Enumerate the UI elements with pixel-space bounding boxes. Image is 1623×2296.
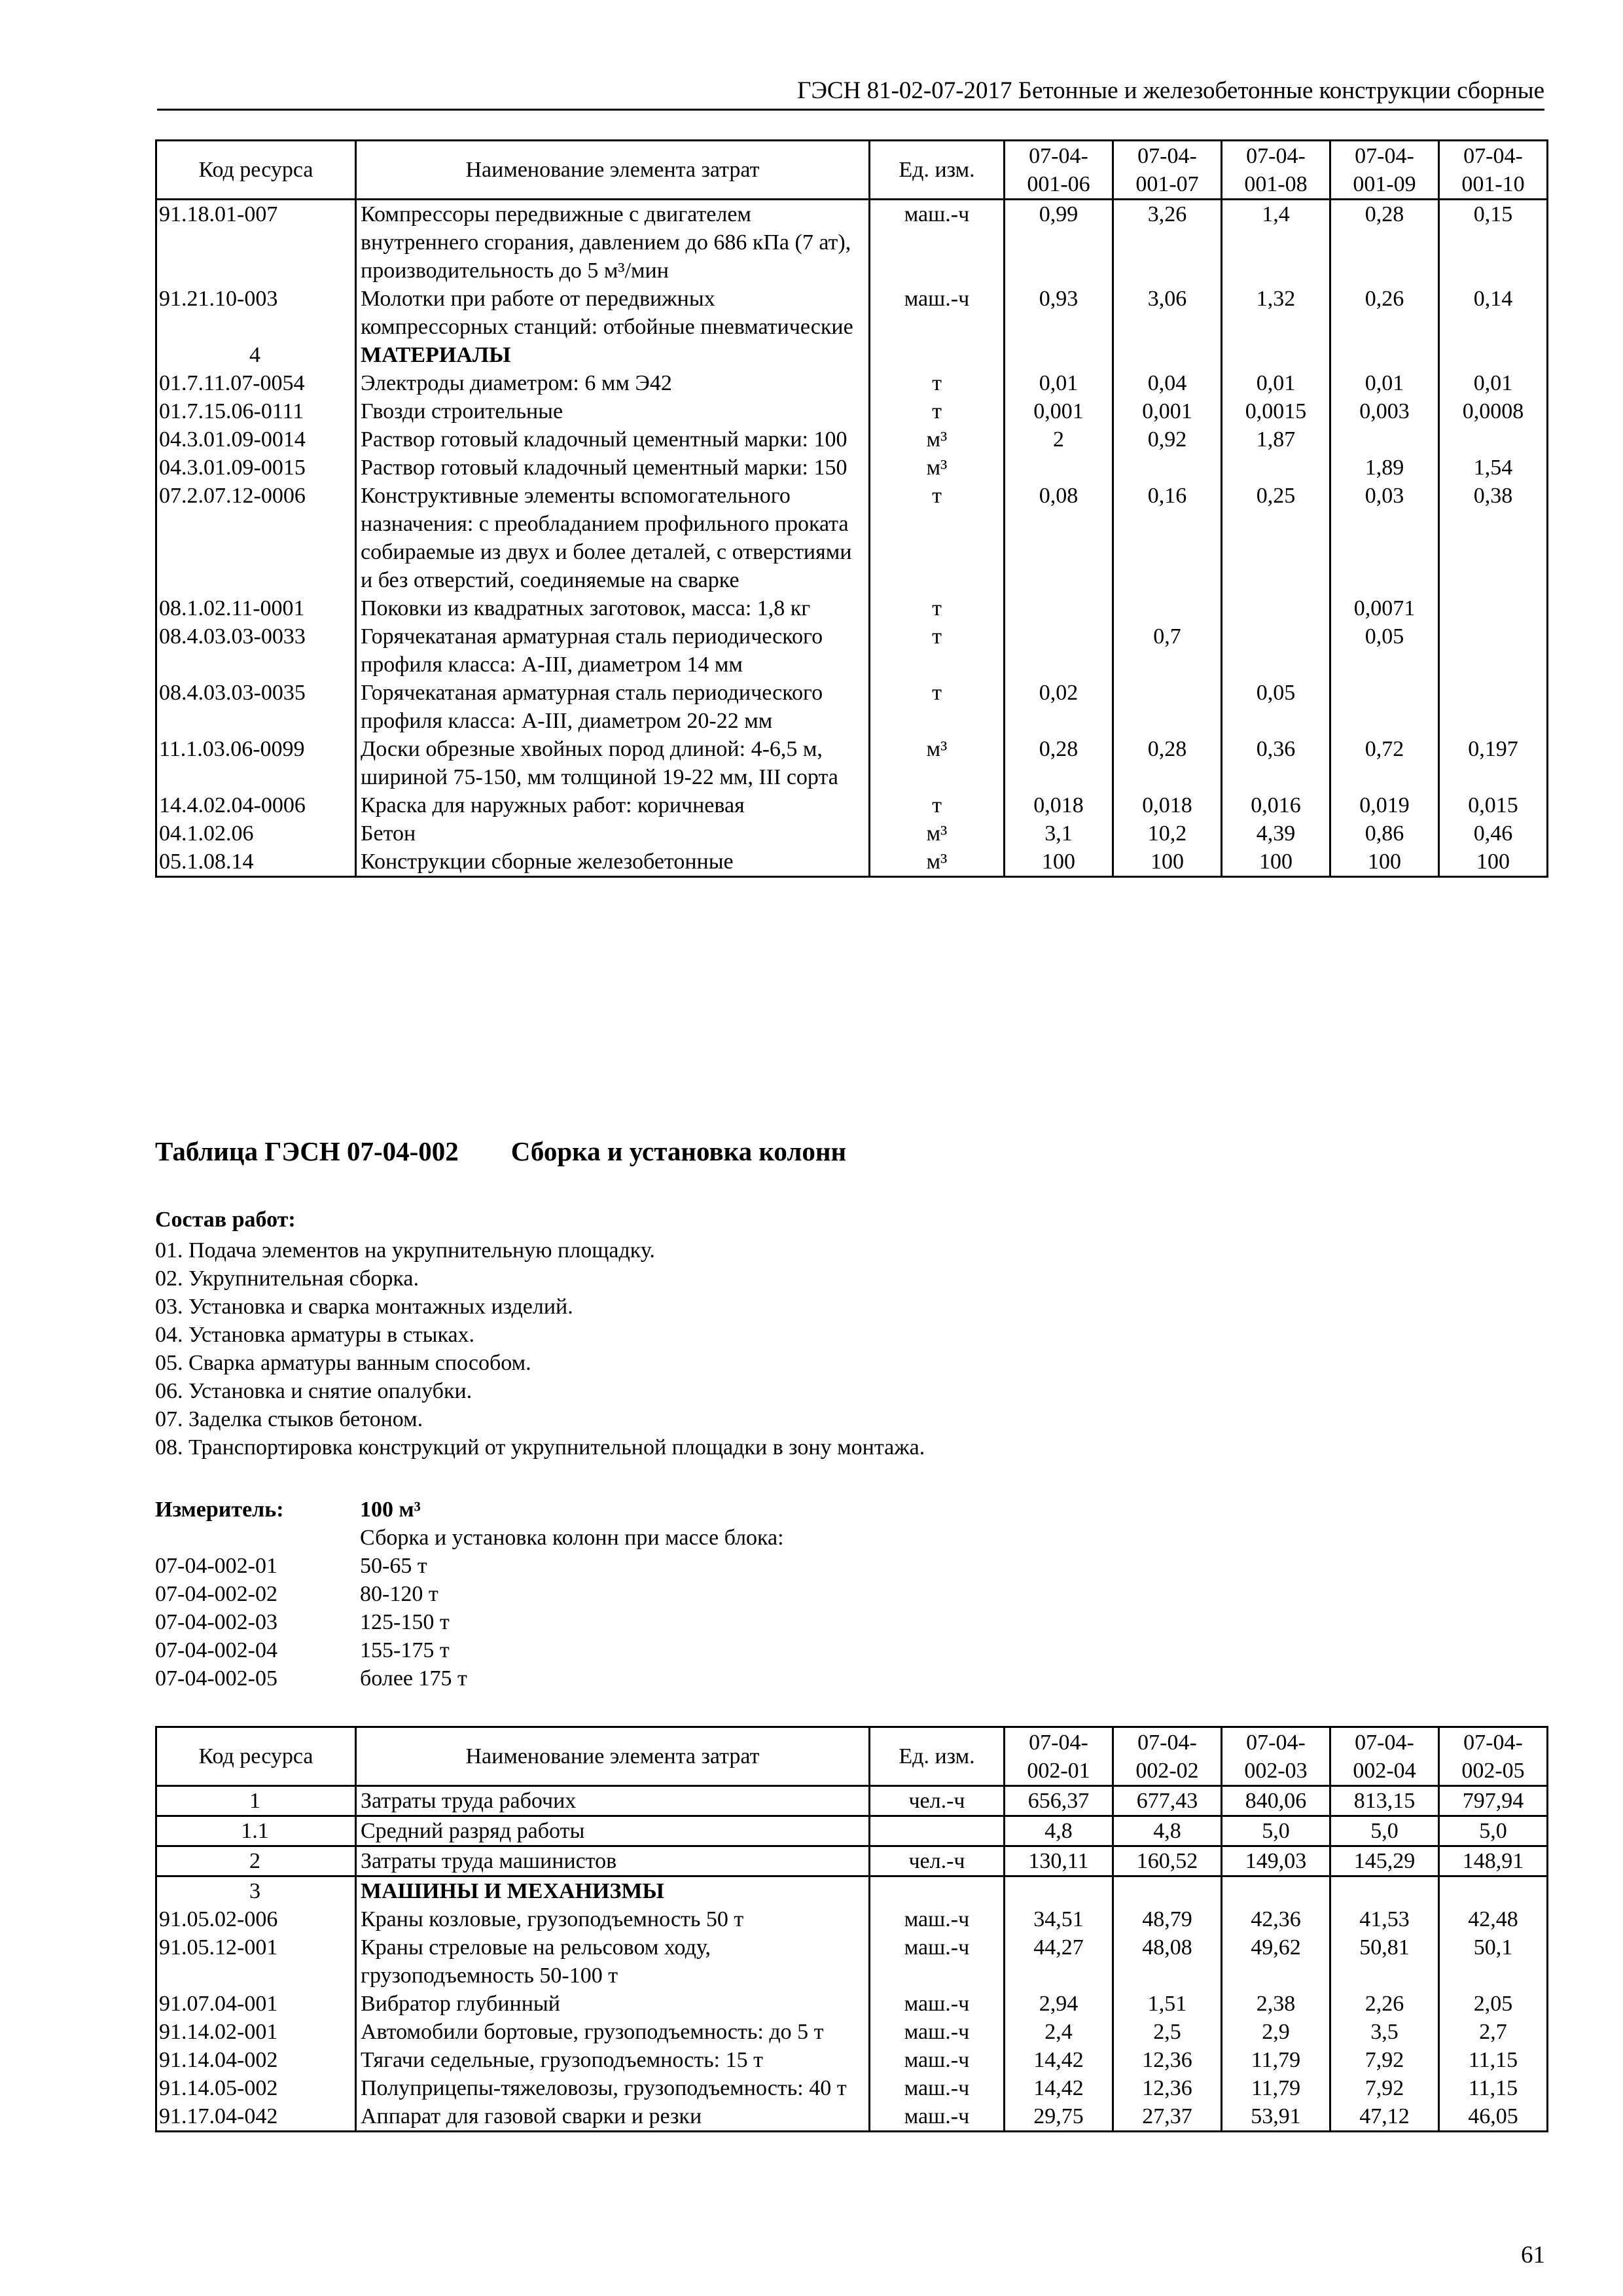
row-value: 1,54: [1439, 454, 1548, 482]
measure-item-desc: более 175 т: [360, 1666, 467, 1691]
table-row: [156, 848, 1548, 877]
row-name: Электроды диаметром: 6 мм Э42: [356, 369, 870, 397]
row-value: [1439, 425, 1548, 454]
row-value: 29,75: [1005, 2102, 1113, 2132]
row-value: 2,05: [1439, 1990, 1548, 2018]
row-value: 0,14: [1439, 285, 1548, 341]
header-col: 07-04-001-08: [1222, 141, 1330, 200]
row-value: 2,26: [1330, 1990, 1439, 2018]
row-value: 149,03: [1222, 1846, 1330, 1876]
row-code: 08.4.03.03-0035: [156, 679, 356, 735]
row-unit: маш.-ч: [870, 1905, 1005, 1933]
measure-item-desc: 50-65 т: [360, 1554, 427, 1578]
row-value: 813,15: [1330, 1786, 1439, 1816]
row-value: [1005, 622, 1113, 679]
row-value: 0,26: [1330, 285, 1439, 341]
row-value: 0,28: [1005, 735, 1113, 791]
row-value: 14,42: [1005, 2046, 1113, 2074]
row-value: 0,015: [1439, 791, 1548, 819]
row-value: 2,7: [1439, 2018, 1548, 2046]
row-code: 04.1.02.06: [156, 819, 356, 848]
row-value: 0,7: [1113, 622, 1222, 679]
table-row: [156, 1990, 1548, 2018]
measure-item: [155, 1552, 784, 1580]
row-value: 5,0: [1439, 1816, 1548, 1846]
row-code: 91.07.04-001: [156, 1990, 356, 2018]
row-value: [1005, 341, 1113, 369]
row-unit: т: [870, 791, 1005, 819]
row-value: 0,019: [1330, 791, 1439, 819]
row-value: 3,06: [1113, 285, 1222, 341]
works-item: 02. Укрупнительная сборка.: [155, 1266, 419, 1291]
row-value: 130,11: [1005, 1846, 1113, 1876]
measure-item: [155, 1664, 784, 1693]
table-row: [156, 1933, 1548, 1990]
row-value: 0,01: [1222, 369, 1330, 397]
row-code: 91.21.10-003: [156, 285, 356, 341]
works-item: 06. Установка и снятие опалубки.: [155, 1379, 473, 1403]
row-unit: маш.-ч: [870, 2046, 1005, 2074]
row-value: 0,02: [1005, 679, 1113, 735]
row-value: 12,36: [1113, 2046, 1222, 2074]
row-unit: м³: [870, 454, 1005, 482]
row-value: 3,1: [1005, 819, 1113, 848]
row-value: [1439, 594, 1548, 622]
row-name: Компрессоры передвижные с двигателем внутреннего сгорания, давлением до 686 кПа (7 ат), производительность до 5 м³/мин: [356, 200, 870, 285]
row-value: [1113, 341, 1222, 369]
row-value: 0,01: [1330, 369, 1439, 397]
row-value: 0,93: [1005, 285, 1113, 341]
row-value: 0,05: [1330, 622, 1439, 679]
row-value: 2,4: [1005, 2018, 1113, 2046]
row-value: 7,92: [1330, 2074, 1439, 2102]
measure-item-desc: 80-120 т: [360, 1582, 438, 1606]
table-row: [156, 2102, 1548, 2132]
row-value: 42,36: [1222, 1905, 1330, 1933]
row-code: 04.3.01.09-0014: [156, 425, 356, 454]
measure-item: [155, 1636, 784, 1664]
row-value: 0,99: [1005, 200, 1113, 285]
row-value: 4,8: [1113, 1816, 1222, 1846]
row-value: 840,06: [1222, 1786, 1330, 1816]
row-code: 01.7.15.06-0111: [156, 397, 356, 425]
measure-desc-row: [155, 1524, 784, 1552]
row-value: 48,79: [1113, 1905, 1222, 1933]
row-value: 1,4: [1222, 200, 1330, 285]
measure-item-code: 07-04-002-05: [155, 1666, 277, 1691]
header-col: 07-04-001-09: [1330, 141, 1439, 200]
row-name: Краны стреловые на рельсовом ходу, грузоподъемность 50-100 т: [356, 1933, 870, 1990]
row-value: 11,79: [1222, 2046, 1330, 2074]
row-value: 0,0008: [1439, 397, 1548, 425]
row-value: 3,26: [1113, 200, 1222, 285]
row-value: 5,0: [1222, 1816, 1330, 1846]
measure-item-code: 07-04-002-02: [155, 1582, 277, 1606]
row-value: 0,197: [1439, 735, 1548, 791]
row-value: 0,001: [1113, 397, 1222, 425]
row-unit: чел.-ч: [870, 1786, 1005, 1816]
row-value: [1439, 679, 1548, 735]
header-name: Наименование элемента затрат: [356, 1727, 870, 1786]
row-unit: маш.-ч: [870, 200, 1005, 285]
row-value: 100: [1113, 848, 1222, 877]
row-name: Конструктивные элементы вспомогательного назначения: с преобладанием профильного проката собираемые из двух и более деталей, с отверстиями и без отверстий, соединяемые на сварке: [356, 482, 870, 594]
header-name: Наименование элемента затрат: [356, 141, 870, 200]
row-value: 677,43: [1113, 1786, 1222, 1816]
row-name: Раствор готовый кладочный цементный марки: 150: [356, 454, 870, 482]
row-value: 5,0: [1330, 1816, 1439, 1846]
row-name: Конструкции сборные железобетонные: [356, 848, 870, 877]
row-value: 2,38: [1222, 1990, 1330, 2018]
header-col: 07-04-002-02: [1113, 1727, 1222, 1786]
header-unit: Ед. изм.: [870, 1727, 1005, 1786]
row-value: 2,9: [1222, 2018, 1330, 2046]
measure-item: [155, 1608, 784, 1636]
row-value: 1,89: [1330, 454, 1439, 482]
header-col: 07-04-002-01: [1005, 1727, 1113, 1786]
row-value: 0,0071: [1330, 594, 1439, 622]
measure-item-desc: 125-150 т: [360, 1610, 450, 1634]
header-col: 07-04-002-05: [1439, 1727, 1548, 1786]
row-code: 01.7.11.07-0054: [156, 369, 356, 397]
row-value: 48,08: [1113, 1933, 1222, 1990]
row-code: 07.2.07.12-0006: [156, 482, 356, 594]
row-value: 2: [1005, 425, 1113, 454]
header-col: 07-04-001-10: [1439, 141, 1548, 200]
row-value: 11,15: [1439, 2074, 1548, 2102]
row-unit: м³: [870, 735, 1005, 791]
resource-table-07-04-002: [155, 1726, 1548, 2132]
row-value: 14,42: [1005, 2074, 1113, 2102]
table-row: [156, 1786, 1548, 1816]
row-value: 0,05: [1222, 679, 1330, 735]
row-name: Бетон: [356, 819, 870, 848]
row-value: 0,003: [1330, 397, 1439, 425]
row-value: [1005, 594, 1113, 622]
row-value: 46,05: [1439, 2102, 1548, 2132]
row-name: Раствор готовый кладочный цементный марки: 100: [356, 425, 870, 454]
row-value: [1222, 341, 1330, 369]
row-unit: маш.-ч: [870, 2018, 1005, 2046]
measure-value: 100 м³: [360, 1498, 421, 1522]
row-value: 47,12: [1330, 2102, 1439, 2132]
row-unit: т: [870, 397, 1005, 425]
row-unit: маш.-ч: [870, 2074, 1005, 2102]
row-value: 0,25: [1222, 482, 1330, 594]
row-value: 797,94: [1439, 1786, 1548, 1816]
row-name: Средний разряд работы: [356, 1816, 870, 1846]
row-value: 0,86: [1330, 819, 1439, 848]
row-value: 100: [1005, 848, 1113, 877]
row-unit: т: [870, 622, 1005, 679]
row-value: 0,01: [1439, 369, 1548, 397]
row-code: 3: [156, 1876, 356, 1906]
row-name: Краска для наружных работ: коричневая: [356, 791, 870, 819]
table-header-row: [156, 141, 1548, 200]
measure-row: [155, 1496, 784, 1524]
row-value: 11,79: [1222, 2074, 1330, 2102]
table-row: [156, 482, 1548, 594]
row-value: 0,72: [1330, 735, 1439, 791]
row-name: Затраты труда рабочих: [356, 1786, 870, 1816]
row-value: 4,39: [1222, 819, 1330, 848]
works-item: 05. Сварка арматуры ванным способом.: [155, 1351, 531, 1375]
row-name: МАШИНЫ И МЕХАНИЗМЫ: [356, 1876, 870, 1906]
row-name: Поковки из квадратных заготовок, масса: 1,8 кг: [356, 594, 870, 622]
row-name: Горячекатаная арматурная сталь периодического профиля класса: А-III, диаметром 20-22 мм: [356, 679, 870, 735]
row-name: Полуприцепы-тяжеловозы, грузоподъемность: 40 т: [356, 2074, 870, 2102]
table-row: [156, 2074, 1548, 2102]
row-code: 2: [156, 1846, 356, 1876]
row-value: 7,92: [1330, 2046, 1439, 2074]
row-code: 91.14.02-001: [156, 2018, 356, 2046]
row-value: 0,36: [1222, 735, 1330, 791]
table-title: [155, 1136, 846, 1167]
row-value: [1330, 425, 1439, 454]
row-value: 0,0015: [1222, 397, 1330, 425]
row-unit: м³: [870, 425, 1005, 454]
row-name: Гвозди строительные: [356, 397, 870, 425]
header-col: 07-04-001-07: [1113, 141, 1222, 200]
row-value: 53,91: [1222, 2102, 1330, 2132]
row-value: 100: [1439, 848, 1548, 877]
measure-item-code: 07-04-002-03: [155, 1610, 277, 1634]
table-row: [156, 791, 1548, 819]
row-unit: [870, 1876, 1005, 1906]
row-value: [1222, 622, 1330, 679]
row-value: [1113, 594, 1222, 622]
row-unit: чел.-ч: [870, 1846, 1005, 1876]
measure-item-code: 07-04-002-04: [155, 1638, 277, 1662]
row-name: МАТЕРИАЛЫ: [356, 341, 870, 369]
row-value: 148,91: [1439, 1846, 1548, 1876]
row-unit: м³: [870, 848, 1005, 877]
row-value: 100: [1330, 848, 1439, 877]
header-code: Код ресурса: [156, 141, 356, 200]
row-value: 1,32: [1222, 285, 1330, 341]
row-value: 0,46: [1439, 819, 1548, 848]
row-code: 08.1.02.11-0001: [156, 594, 356, 622]
row-value: [1113, 454, 1222, 482]
row-value: 27,37: [1113, 2102, 1222, 2132]
row-unit: маш.-ч: [870, 285, 1005, 341]
measure-item-code: 07-04-002-01: [155, 1554, 277, 1578]
table-row: [156, 285, 1548, 341]
row-value: [1439, 1876, 1548, 1906]
row-value: 1,87: [1222, 425, 1330, 454]
table-row: [156, 200, 1548, 285]
works-item: 03. Установка и сварка монтажных изделий.: [155, 1295, 573, 1319]
row-value: [1439, 622, 1548, 679]
row-value: [1222, 454, 1330, 482]
table-row: [156, 594, 1548, 622]
row-code: 91.05.12-001: [156, 1933, 356, 1990]
row-unit: т: [870, 679, 1005, 735]
table-row: [156, 425, 1548, 454]
works-item: 07. Заделка стыков бетоном.: [155, 1407, 423, 1431]
row-value: 656,37: [1005, 1786, 1113, 1816]
table-row: [156, 819, 1548, 848]
page-number: 61: [1521, 2242, 1545, 2269]
table-row: [156, 1816, 1548, 1846]
row-unit: маш.-ч: [870, 1990, 1005, 2018]
row-value: [1439, 341, 1548, 369]
row-value: 42,48: [1439, 1905, 1548, 1933]
row-unit: маш.-ч: [870, 2102, 1005, 2132]
row-value: 49,62: [1222, 1933, 1330, 1990]
works-item: 08. Транспортировка конструкций от укрупнительной площадки в зону монтажа.: [155, 1435, 925, 1460]
measure-label: Измеритель:: [155, 1498, 284, 1522]
row-code: 4: [156, 341, 356, 369]
row-value: 2,94: [1005, 1990, 1113, 2018]
row-code: 1: [156, 1786, 356, 1816]
row-value: 0,04: [1113, 369, 1222, 397]
row-value: [1113, 1876, 1222, 1906]
row-name: Молотки при работе от передвижных компрессорных станций: отбойные пневматические: [356, 285, 870, 341]
row-code: 91.14.04-002: [156, 2046, 356, 2074]
table-row: [156, 1905, 1548, 1933]
row-name: Автомобили бортовые, грузоподъемность: до 5 т: [356, 2018, 870, 2046]
table-header-row: [156, 1727, 1548, 1786]
row-value: 0,08: [1005, 482, 1113, 594]
row-unit: т: [870, 482, 1005, 594]
row-value: [1330, 341, 1439, 369]
table-label: Таблица ГЭСН 07-04-002: [155, 1136, 459, 1166]
row-code: 91.05.02-006: [156, 1905, 356, 1933]
row-code: 1.1: [156, 1816, 356, 1846]
table-row: [156, 2046, 1548, 2074]
row-value: 10,2: [1113, 819, 1222, 848]
header-unit: Ед. изм.: [870, 141, 1005, 200]
row-code: 05.1.08.14: [156, 848, 356, 877]
row-name: Вибратор глубинный: [356, 1990, 870, 2018]
row-value: [1113, 679, 1222, 735]
row-unit: м³: [870, 819, 1005, 848]
measure-item: [155, 1580, 784, 1608]
row-value: 4,8: [1005, 1816, 1113, 1846]
row-value: [1222, 1876, 1330, 1906]
table-row: [156, 341, 1548, 369]
row-value: 0,018: [1113, 791, 1222, 819]
table-row: [156, 397, 1548, 425]
row-unit: т: [870, 594, 1005, 622]
row-unit: т: [870, 369, 1005, 397]
table-row: [156, 622, 1548, 679]
row-name: Затраты труда машинистов: [356, 1846, 870, 1876]
row-value: 0,018: [1005, 791, 1113, 819]
row-unit: [870, 1816, 1005, 1846]
row-value: 0,28: [1330, 200, 1439, 285]
row-value: 0,92: [1113, 425, 1222, 454]
measure-desc: Сборка и установка колонн при массе блока:: [360, 1526, 784, 1550]
row-value: 50,1: [1439, 1933, 1548, 1990]
row-value: [1330, 1876, 1439, 1906]
row-value: 0,16: [1113, 482, 1222, 594]
row-value: 0,001: [1005, 397, 1113, 425]
row-value: [1330, 679, 1439, 735]
row-value: 12,36: [1113, 2074, 1222, 2102]
row-name: Аппарат для газовой сварки и резки: [356, 2102, 870, 2132]
row-code: 04.3.01.09-0015: [156, 454, 356, 482]
row-value: 50,81: [1330, 1933, 1439, 1990]
table-row: [156, 679, 1548, 735]
row-value: 0,28: [1113, 735, 1222, 791]
row-value: 0,03: [1330, 482, 1439, 594]
row-value: 0,016: [1222, 791, 1330, 819]
header-code: Код ресурса: [156, 1727, 356, 1786]
row-value: 0,01: [1005, 369, 1113, 397]
row-code: 14.4.02.04-0006: [156, 791, 356, 819]
row-value: 0,15: [1439, 200, 1548, 285]
row-value: 11,15: [1439, 2046, 1548, 2074]
table-row: [156, 369, 1548, 397]
row-value: 100: [1222, 848, 1330, 877]
row-unit: [870, 341, 1005, 369]
header-col: 07-04-002-04: [1330, 1727, 1439, 1786]
measure-item-desc: 155-175 т: [360, 1638, 450, 1662]
table-row: [156, 454, 1548, 482]
table-name: Сборка и установка колонн: [510, 1136, 847, 1166]
table-row: [156, 2018, 1548, 2046]
row-value: 3,5: [1330, 2018, 1439, 2046]
row-value: [1222, 594, 1330, 622]
row-name: Горячекатаная арматурная сталь периодического профиля класса: А-III, диаметром 14 мм: [356, 622, 870, 679]
works-item: 04. Установка арматуры в стыках.: [155, 1323, 475, 1347]
works-item: 01. Подача элементов на укрупнительную площадку.: [155, 1238, 655, 1263]
row-value: 34,51: [1005, 1905, 1113, 1933]
row-name: Доски обрезные хвойных пород длиной: 4-6,5 м, шириной 75-150, мм толщиной 19-22 мм, III сорта: [356, 735, 870, 791]
row-value: 160,52: [1113, 1846, 1222, 1876]
row-value: [1005, 1876, 1113, 1906]
resource-table-07-04-001: [155, 139, 1548, 878]
table-row: [156, 1876, 1548, 1906]
row-value: 44,27: [1005, 1933, 1113, 1990]
works-title: Состав работ:: [155, 1208, 296, 1232]
table-row: [156, 735, 1548, 791]
row-value: 41,53: [1330, 1905, 1439, 1933]
row-value: 145,29: [1330, 1846, 1439, 1876]
row-name: Краны козловые, грузоподъемность 50 т: [356, 1905, 870, 1933]
row-code: 08.4.03.03-0033: [156, 622, 356, 679]
row-value: 2,5: [1113, 2018, 1222, 2046]
header-col: 07-04-002-03: [1222, 1727, 1330, 1786]
row-name: Тягачи седельные, грузоподъемность: 15 т: [356, 2046, 870, 2074]
row-code: 91.18.01-007: [156, 200, 356, 285]
row-unit: маш.-ч: [870, 1933, 1005, 1990]
table-row: [156, 1846, 1548, 1876]
row-value: [1005, 454, 1113, 482]
works-list: [155, 1236, 925, 1462]
row-code: 91.14.05-002: [156, 2074, 356, 2102]
measure-block: [155, 1496, 784, 1693]
page-header: ГЭСН 81-02-07-2017 Бетонные и железобетонные конструкции сборные: [157, 73, 1544, 111]
row-value: 1,51: [1113, 1990, 1222, 2018]
row-code: 91.17.04-042: [156, 2102, 356, 2132]
header-col: 07-04-001-06: [1005, 141, 1113, 200]
row-value: 0,38: [1439, 482, 1548, 594]
row-code: 11.1.03.06-0099: [156, 735, 356, 791]
